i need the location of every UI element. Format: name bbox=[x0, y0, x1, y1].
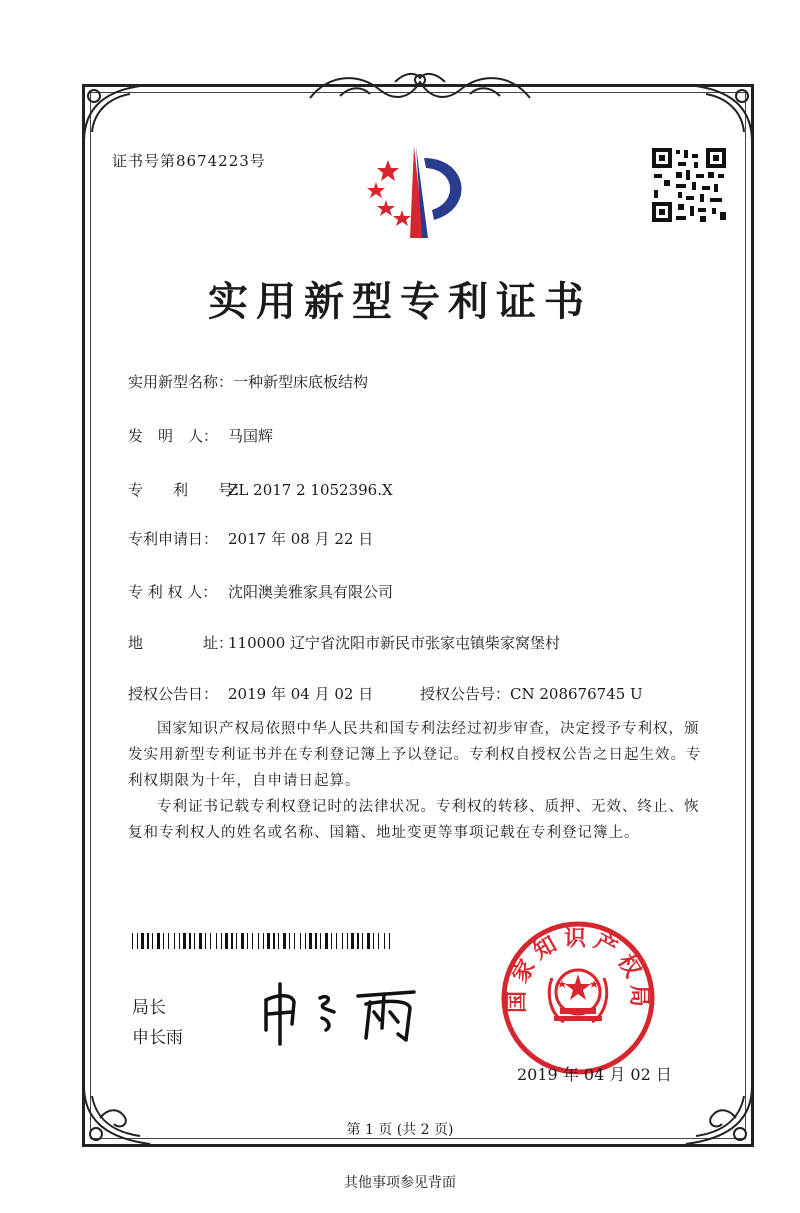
grant-date-label: 授权公告日： bbox=[128, 685, 219, 703]
grant-number-row bbox=[420, 683, 643, 704]
official-seal bbox=[498, 918, 658, 1078]
barcode-bar bbox=[289, 933, 290, 949]
barcode-bar bbox=[300, 933, 301, 949]
barcode-bar bbox=[336, 933, 337, 949]
patent-number-row bbox=[128, 479, 393, 500]
seal-text: 国家知识产权局 bbox=[504, 926, 652, 1014]
patentee-row bbox=[128, 581, 393, 602]
handwritten-signature bbox=[258, 978, 428, 1048]
grant-date-row bbox=[128, 683, 373, 704]
barcode-bar bbox=[315, 933, 317, 949]
barcode-bar bbox=[373, 933, 374, 949]
barcode-bar bbox=[194, 933, 195, 949]
barcode-bar bbox=[252, 933, 253, 949]
inventor-label: 发 明 人： bbox=[128, 427, 219, 445]
barcode-bar bbox=[152, 933, 153, 949]
barcode-bar bbox=[389, 933, 390, 949]
filing-date-label: 专利申请日： bbox=[128, 530, 219, 548]
filing-date-value: 2017 年 08 月 22 日 bbox=[228, 530, 374, 548]
barcode-bar bbox=[174, 933, 175, 949]
barcode bbox=[132, 933, 392, 949]
inventor-row bbox=[128, 425, 273, 446]
barcode-bar bbox=[384, 933, 385, 949]
barcode-bar bbox=[362, 933, 363, 949]
barcode-bar bbox=[199, 933, 202, 949]
qr-code bbox=[650, 146, 728, 224]
footer-note: 其他事项参见背面 bbox=[344, 1175, 456, 1191]
patentee-value: 沈阳澳美雅家具有限公司 bbox=[228, 583, 394, 601]
patent-number-value: ZL 2017 2 1052396.X bbox=[228, 481, 393, 499]
barcode-bar bbox=[147, 933, 149, 949]
barcode-bar bbox=[189, 933, 191, 949]
barcode-bar bbox=[273, 933, 275, 949]
barcode-bar bbox=[163, 933, 164, 949]
barcode-bar bbox=[347, 933, 348, 949]
barcode-bar bbox=[283, 933, 286, 949]
barcode-bar bbox=[258, 933, 259, 949]
barcode-bar bbox=[132, 933, 133, 949]
barcode-bar bbox=[221, 933, 222, 949]
page-number: 第 1 页 (共 2 页) bbox=[346, 1122, 454, 1138]
barcode-bar bbox=[157, 933, 160, 949]
patent-number-label: 专 利 号： bbox=[128, 481, 249, 499]
barcode-bar bbox=[205, 933, 206, 949]
barcode-bar bbox=[351, 933, 354, 949]
barcode-bar bbox=[378, 933, 379, 949]
grant-date-value: 2019 年 04 月 02 日 bbox=[228, 685, 374, 703]
top-ornament bbox=[300, 68, 540, 108]
barcode-bar bbox=[183, 933, 186, 949]
barcode-bar bbox=[263, 933, 264, 949]
barcode-bar bbox=[331, 933, 332, 949]
barcode-bar bbox=[357, 933, 359, 949]
corner-ornament-top-right bbox=[686, 82, 756, 152]
address-row bbox=[128, 632, 560, 653]
body-paragraph-2: 专利证书记载专利权登记时的法律状况。专利权的转移、质押、无效、终止、恢复和专利权人的姓名或名称、国籍、地址变更等事项记载在专利登记簿上。 bbox=[128, 799, 700, 841]
filing-date-row bbox=[128, 528, 373, 549]
barcode-bar bbox=[325, 933, 328, 949]
patentee-label: 专 利 权 人： bbox=[128, 583, 218, 601]
corner-ornament-top-left bbox=[80, 82, 150, 152]
body-paragraph-1: 国家知识产权局依照中华人民共和国专利法经过初步审查，决定授予专利权，颁发实用新型专利证书并在专利登记簿上予以登记。专利权自授权公告之日起生效。专利权期限为十年，自申请日起算。 bbox=[128, 721, 702, 789]
address-label: 地 址： bbox=[128, 634, 234, 652]
barcode-bar bbox=[137, 933, 138, 949]
barcode-bar bbox=[367, 933, 370, 949]
signer-name: 申长雨 bbox=[132, 1028, 183, 1048]
signer-block bbox=[132, 993, 183, 1053]
grant-number-value: CN 208676745 U bbox=[510, 685, 643, 703]
utility-model-name-value: 一种新型床底板结构 bbox=[233, 373, 369, 391]
inventor-value: 马国辉 bbox=[228, 427, 274, 445]
barcode-bar bbox=[267, 933, 270, 949]
seal-date: 2019 年 04 月 02 日 bbox=[517, 1065, 672, 1084]
barcode-bar bbox=[225, 933, 228, 949]
patent-office-logo bbox=[358, 138, 478, 248]
certificate-title: 实用新型专利证书 bbox=[208, 278, 592, 325]
barcode-bar bbox=[210, 933, 211, 949]
barcode-bar bbox=[141, 933, 144, 949]
barcode-bar bbox=[309, 933, 312, 949]
address-value: 110000 辽宁省沈阳市新民市张家屯镇柴家窝堡村 bbox=[228, 634, 561, 652]
barcode-bar bbox=[179, 933, 180, 949]
barcode-bar bbox=[241, 933, 244, 949]
barcode-bar bbox=[305, 933, 306, 949]
certificate-number: 证书号第8674223号 bbox=[112, 152, 266, 170]
barcode-bar bbox=[247, 933, 248, 949]
barcode-bar bbox=[342, 933, 343, 949]
barcode-bar bbox=[231, 933, 233, 949]
utility-model-name-row bbox=[128, 371, 368, 392]
barcode-bar bbox=[294, 933, 295, 949]
barcode-bar bbox=[216, 933, 217, 949]
grant-number-label: 授权公告号： bbox=[420, 685, 511, 703]
barcode-bar bbox=[320, 933, 321, 949]
signer-title: 局长 bbox=[132, 998, 166, 1018]
barcode-bar bbox=[168, 933, 169, 949]
utility-model-name-label: 实用新型名称： bbox=[128, 373, 234, 391]
barcode-bar bbox=[236, 933, 237, 949]
barcode-bar bbox=[278, 933, 279, 949]
